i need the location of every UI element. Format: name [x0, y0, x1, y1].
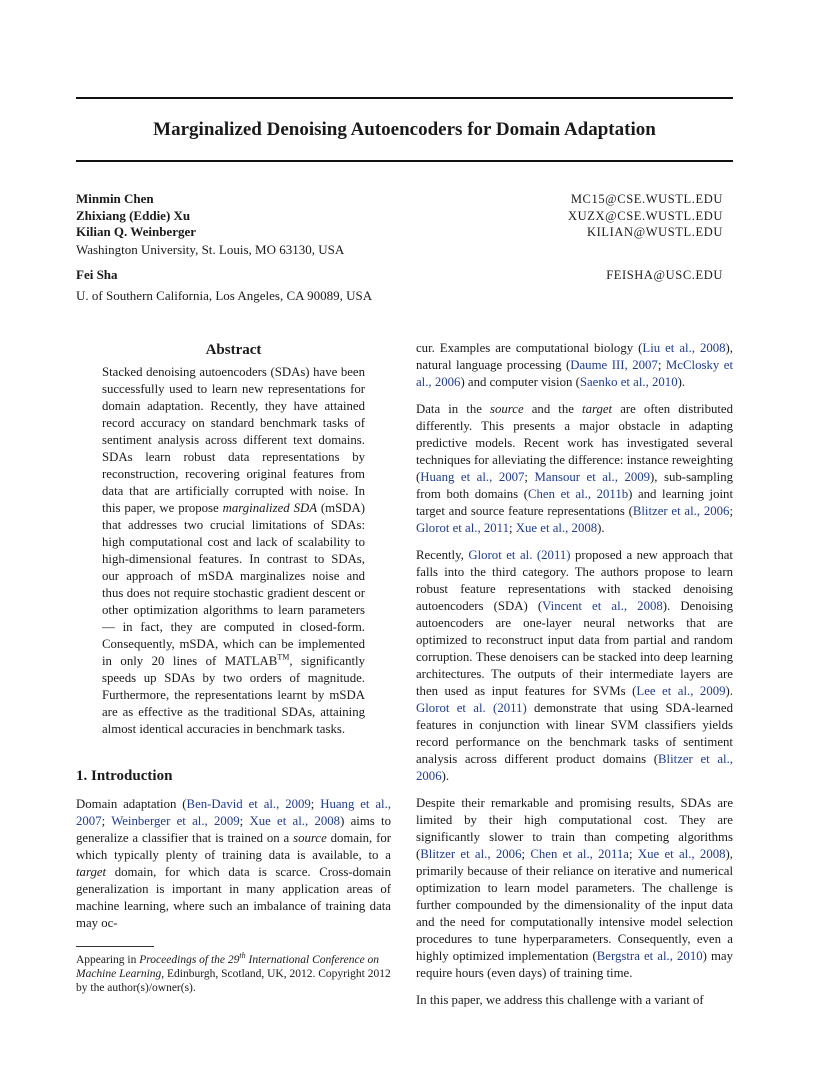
author-email[interactable]: MC15@CSE.WUSTL.EDU	[570, 192, 723, 206]
author-name: Fei Sha	[76, 267, 118, 282]
author-email[interactable]: KILIAN@WUSTL.EDU	[586, 225, 723, 239]
body-paragraph: Data in the source and the target are often distributed differently. This presents a major obstacle in adapting predictive models. Recent work has investigated several techniques for alleviating the difference: instance reweighting (Huang et al., 2007; Mansour et al., 2009), sub-sampling from both domains (Chen et al., 2011b) and learning joint target and source feature representations (Blitzer et al., 2006; Glorot et al., 2011; Xue et al., 2008).	[416, 402, 734, 535]
author-group-1	[76, 191, 733, 258]
author-row	[76, 224, 733, 241]
author-name: Zhixiang (Eddie) Xu	[76, 207, 191, 223]
citation-link[interactable]: Blitzer et al., 2006	[420, 847, 522, 861]
citation-link[interactable]: Glorot et al. (2011)	[416, 701, 527, 715]
right-column	[416, 340, 733, 1019]
left-column	[76, 340, 391, 995]
citation-link[interactable]: Liu et al., 2008	[642, 341, 726, 355]
body-paragraph: Recently, Glorot et al. (2011) proposed a new approach that falls into the third category. The authors propose to learn robust feature representations with stacked denoising autoencoders (SDA) (Vincent et al., 2008). Denoising autoencoders are one-layer neural networks that are optimized to reconstruct input data from partial and random corruption. These denoisers can be stacked into deep learning architectures. The outputs of their intermediate layers are then used as input features for SVMs (Lee et al., 2009). Glorot et al. (2011) demonstrate that using SDA-learned features in conjunction with linear SVM classifiers yields record performance on the benchmark tasks of sentiment analysis across different product domains (Blitzer et al., 2006).	[416, 548, 733, 783]
citation-link[interactable]: Huang et al., 2007	[420, 470, 525, 484]
citation-link[interactable]: Glorot et al. (2011)	[468, 548, 571, 562]
body-paragraph: In this paper, we address this challenge with a variant of	[416, 993, 704, 1007]
citation-link[interactable]: Vincent et al., 2008	[542, 599, 663, 613]
abstract-heading: Abstract	[205, 342, 262, 358]
body-paragraph: cur. Examples are computational biology (Liu et al., 2008), natural language processing (Daume III, 2007; McClosky et al., 2006) and computer vision (Saenko et al., 2010).	[416, 341, 734, 389]
author-row	[76, 191, 733, 208]
citation-link[interactable]: Xue et al., 2008	[249, 814, 341, 828]
abstract-text: Stacked denoising autoencoders (SDAs) have been successfully used to learn new representations for domain adaptation. Recently, they have attained record accuracy on standard benchmark tasks of sentiment analysis across different text domains. SDAs learn robust data representations by reconstruction, recovering original features from data that are artificially corrupted with noise. In this paper, we propose marginalized SDA (mSDA) that addresses two crucial limitations of SDAs: high computational cost and lack of scalability to high-dimensional features. In contrast to SDAs, our approach of mSDA marginalizes noise and thus does not require stochastic gradient descent or other optimization algorithms to learn parameters — in fact, they are computed in closed-form. Consequently, mSDA, which can be implemented in only 20 lines of MATLAB™, significantly speeds up SDAs by two orders of magnitude. Furthermore, the representations learnt by mSDA are as effective as the traditional SDAs, attaining almost identical accuracies in benchmark tasks.	[102, 365, 365, 736]
author-group-2	[76, 267, 733, 304]
author-affiliation: U. of Southern California, Los Angeles, CA 90089, USA	[76, 287, 373, 303]
paper-title: Marginalized Denoising Autoencoders for Domain Adaptation	[153, 119, 656, 140]
author-row	[76, 267, 733, 284]
citation-link[interactable]: Blitzer et al., 2006	[632, 504, 730, 518]
citation-link[interactable]: Chen et al., 2011b	[528, 487, 629, 501]
section-heading-introduction: 1. Introduction	[76, 768, 173, 784]
citation-link[interactable]: Glorot et al., 2011	[416, 521, 509, 535]
intro-paragraph: Domain adaptation (Ben-David et al., 2009; Huang et al., 2007; Weinberger et al., 2009; Xue et al., 2008) aims to generalize a classifier that is trained on a source domain, for which typically plenty of training data is available, to a target domain, for which data is scarce. Cross-domain generalization is important in many application areas of machine learning, where such an imbalance of training data may oc-	[76, 797, 392, 930]
author-email[interactable]: FEISHA@USC.EDU	[606, 268, 723, 282]
citation-link[interactable]: Saenko et al., 2010	[579, 375, 678, 389]
citation-link[interactable]: McClosky et al., 2006	[416, 358, 733, 389]
footnote-rule	[76, 946, 154, 947]
citation-link[interactable]: Lee et al., 2009	[636, 684, 726, 698]
citation-link[interactable]: Huang et al., 2007	[76, 797, 391, 828]
author-affiliation: Washington University, St. Louis, MO 63130, USA	[76, 241, 345, 257]
citation-link[interactable]: Xue et al., 2008	[515, 521, 598, 535]
body-paragraph: Despite their remarkable and promising results, SDAs are limited by their high computational cost. They are significantly slower to train than competing algorithms (Blitzer et al., 2006; Chen et al., 2011a; Xue et al., 2008), primarily because of their reliance on iterative and numerical optimization to learn model parameters. The challenge is further compounded by the dimensionality of the input data and the need for computationally intensive model selection procedures to tune hyperparameters. Consequently, even a highly optimized implementation (Bergstra et al., 2010) may require hours (even days) of training time.	[416, 796, 734, 980]
title-bottom-rule	[76, 160, 733, 162]
citation-link[interactable]: Xue et al., 2008	[637, 847, 726, 861]
citation-link[interactable]: Mansour et al., 2009	[534, 470, 651, 484]
author-name: Kilian Q. Weinberger	[76, 224, 197, 239]
author-row	[76, 208, 733, 225]
author-email[interactable]: XUZX@CSE.WUSTL.EDU	[568, 208, 723, 223]
footnote: Appearing in Proceedings of the 29th International Conference on Machine Learning, Edinburgh, Scotland, UK, 2012. Copyright 2012 by the author(s)/owner(s).	[76, 951, 391, 994]
citation-link[interactable]: Daume III, 2007	[570, 358, 658, 372]
top-rule	[76, 97, 733, 99]
citation-link[interactable]: Chen et al., 2011a	[530, 847, 629, 861]
author-name: Minmin Chen	[76, 191, 154, 206]
citation-link[interactable]: Ben-David et al., 2009	[186, 797, 311, 811]
citation-link[interactable]: Bergstra et al., 2010	[596, 949, 703, 963]
citation-link[interactable]: Blitzer et al., 2006	[416, 752, 733, 783]
citation-link[interactable]: Weinberger et al., 2009	[111, 814, 240, 828]
